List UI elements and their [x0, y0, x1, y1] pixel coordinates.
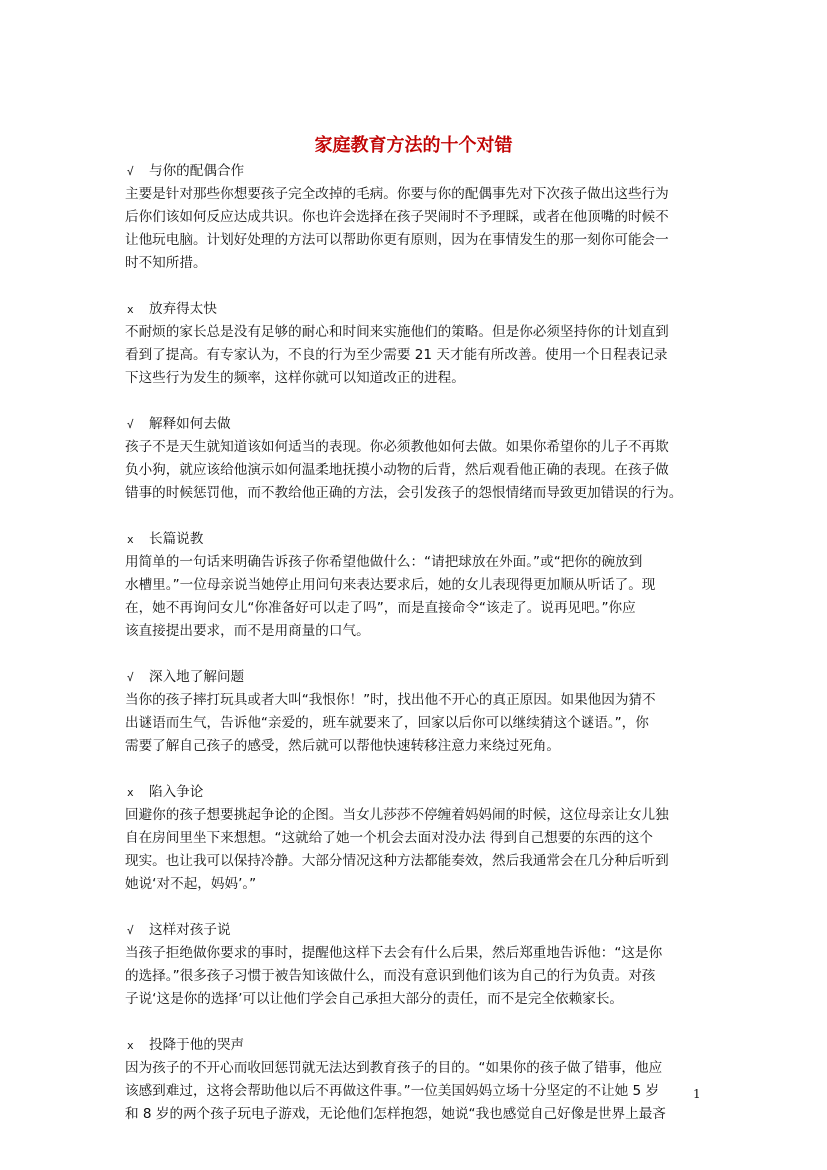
paragraph-line: 的选择。”很多孩子习惯于被告知该做什么，而没有意识到他们该为自己的行为负责。对孩	[125, 968, 656, 984]
paragraph-line: 水槽里。”一位母亲说当她停止用问句来表达要求后，她的女儿表现得更加顺从听话了。现	[125, 577, 656, 593]
paragraph-line: 现实。也让我可以保持冷静。大部分情况这种方法都能奏效，然后我通常会在几分种后听到	[125, 853, 669, 869]
check-mark-icon: √	[127, 165, 134, 178]
section-heading-text: 这样对孩子说	[149, 922, 231, 938]
paragraph-line: 主要是针对那些你想要孩子完全改掉的毛病。你要与你的配偶事先对下次孩子做出这些行为	[125, 186, 669, 202]
paragraph-line: 当孩子拒绝做你要求的事时，提醒他这样下去会有什么后果，然后郑重地告诉他：“这是你	[125, 945, 663, 961]
section-heading	[125, 919, 705, 942]
page-number: 1	[693, 1087, 701, 1101]
paragraph-line: 下这些行为发生的频率，这样你就可以知道改正的进程。	[125, 370, 465, 386]
paragraph-line: 回避你的孩子想要挑起争论的企图。当女儿莎莎不停缠着妈妈闹的时候，这位母亲让女儿独	[125, 807, 669, 823]
section-heading-text: 与你的配偶合作	[149, 163, 245, 179]
section	[125, 1034, 705, 1126]
paragraph-line: 让他玩电脑。计划好处理的方法可以帮助你更有原则，因为在事情发生的那一刻你可能会一	[125, 232, 669, 248]
wrong-mark: x	[127, 786, 134, 799]
section-heading-text: 长篇说教	[149, 531, 204, 547]
section-heading	[125, 528, 705, 551]
wrong-mark: x	[127, 533, 134, 546]
paragraph-line: 在，她不再询问女儿“你准备好可以走了吗”，而是直接命令“该走了。说再见吧。”你应	[125, 600, 636, 616]
section-heading	[125, 298, 705, 321]
paragraph-line: 看到了提高。有专家认为，不良的行为至少需要 21 天才能有所改善。使用一个日程表记录	[125, 347, 668, 363]
paragraph-line: 不耐烦的家长总是没有足够的耐心和时间来实施他们的策略。但是你必须坚持你的计划直到	[125, 324, 669, 340]
section-heading	[125, 666, 705, 689]
paragraph-line: 需要了解自己孩子的感受，然后就可以帮他快速转移注意力来绕过死角。	[125, 738, 560, 754]
section	[125, 666, 705, 758]
paragraph-line: 因为孩子的不开心而收回惩罚就无法达到教育孩子的目的。“如果你的孩子做了错事，他应	[125, 1060, 663, 1076]
section-heading	[125, 413, 705, 436]
paragraph-line: 子说‘这是你的选择’可以让他们学会自己承担大部分的责任，而不是完全依赖家长。	[125, 991, 624, 1007]
section-heading-text: 解释如何去做	[149, 416, 231, 432]
paragraph-line: 当你的孩子摔打玩具或者大叫“我恨你！”时，找出他不开心的真正原因。如果他因为猜不	[125, 692, 656, 708]
section	[125, 781, 705, 896]
paragraph-line: 后你们该如何反应达成共识。你也许会选择在孩子哭闹时不予理睬，或者在他顶嘴的时候不	[125, 209, 669, 225]
check-mark-icon: √	[127, 671, 134, 684]
paragraph-line: 自在房间里坐下来想想。“这就给了她一个机会去面对没办法 得到自己想要的东西的这个	[125, 830, 653, 846]
check-mark-icon: √	[127, 418, 134, 431]
wrong-mark: x	[127, 303, 134, 316]
paragraph-line: 和 8 岁的两个孩子玩电子游戏，无论他们怎样抱怨，她说“我也感觉自己好像是世界上最吝	[125, 1106, 666, 1122]
section	[125, 528, 705, 643]
paragraph-line: 该感到难过，这将会帮助他以后不再做这件事。”一位美国妈妈立场十分坚定的不让她 5 岁	[125, 1083, 660, 1099]
section-heading-text: 陷入争论	[149, 784, 204, 800]
paragraph-line: 该直接提出要求，而不是用商量的口气。	[125, 623, 370, 639]
section-heading-text: 投降于他的哭声	[149, 1037, 245, 1053]
section	[125, 298, 705, 390]
section-heading	[125, 160, 705, 183]
wrong-mark: x	[127, 1039, 134, 1052]
document-body	[125, 160, 705, 1149]
paragraph-line: 用简单的一句话来明确告诉孩子你希望他做什么：“请把球放在外面。”或“把你的碗放到	[125, 554, 643, 570]
section-heading-text: 深入地了解问题	[149, 669, 245, 685]
section	[125, 160, 705, 275]
section	[125, 919, 705, 1011]
paragraph-line: 负小狗，就应该给他演示如何温柔地抚摸小动物的后背，然后观看他正确的表现。在孩子做	[125, 462, 669, 478]
section	[125, 413, 705, 505]
section-heading-text: 放弃得太快	[149, 301, 217, 317]
document-title: 家庭教育方法的十个对错	[314, 135, 513, 156]
section-heading	[125, 781, 705, 804]
paragraph-line: 时不知所措。	[125, 255, 207, 271]
paragraph-line: 错事的时候惩罚他，而不教给他正确的方法，会引发孩子的怨恨情绪而导致更加错误的行为。	[125, 485, 683, 501]
check-mark-icon: √	[127, 924, 134, 937]
paragraph-line: 出谜语而生气，告诉他“亲爱的，班车就要来了，回家以后你可以继续猜这个谜语。”，你	[125, 715, 649, 731]
paragraph-line: 孩子不是天生就知道该如何适当的表现。你必须教他如何去做。如果你希望你的儿子不再欺	[125, 439, 669, 455]
paragraph-line: 她说‘对不起，妈妈’。”	[125, 876, 257, 892]
section-heading	[125, 1034, 705, 1057]
